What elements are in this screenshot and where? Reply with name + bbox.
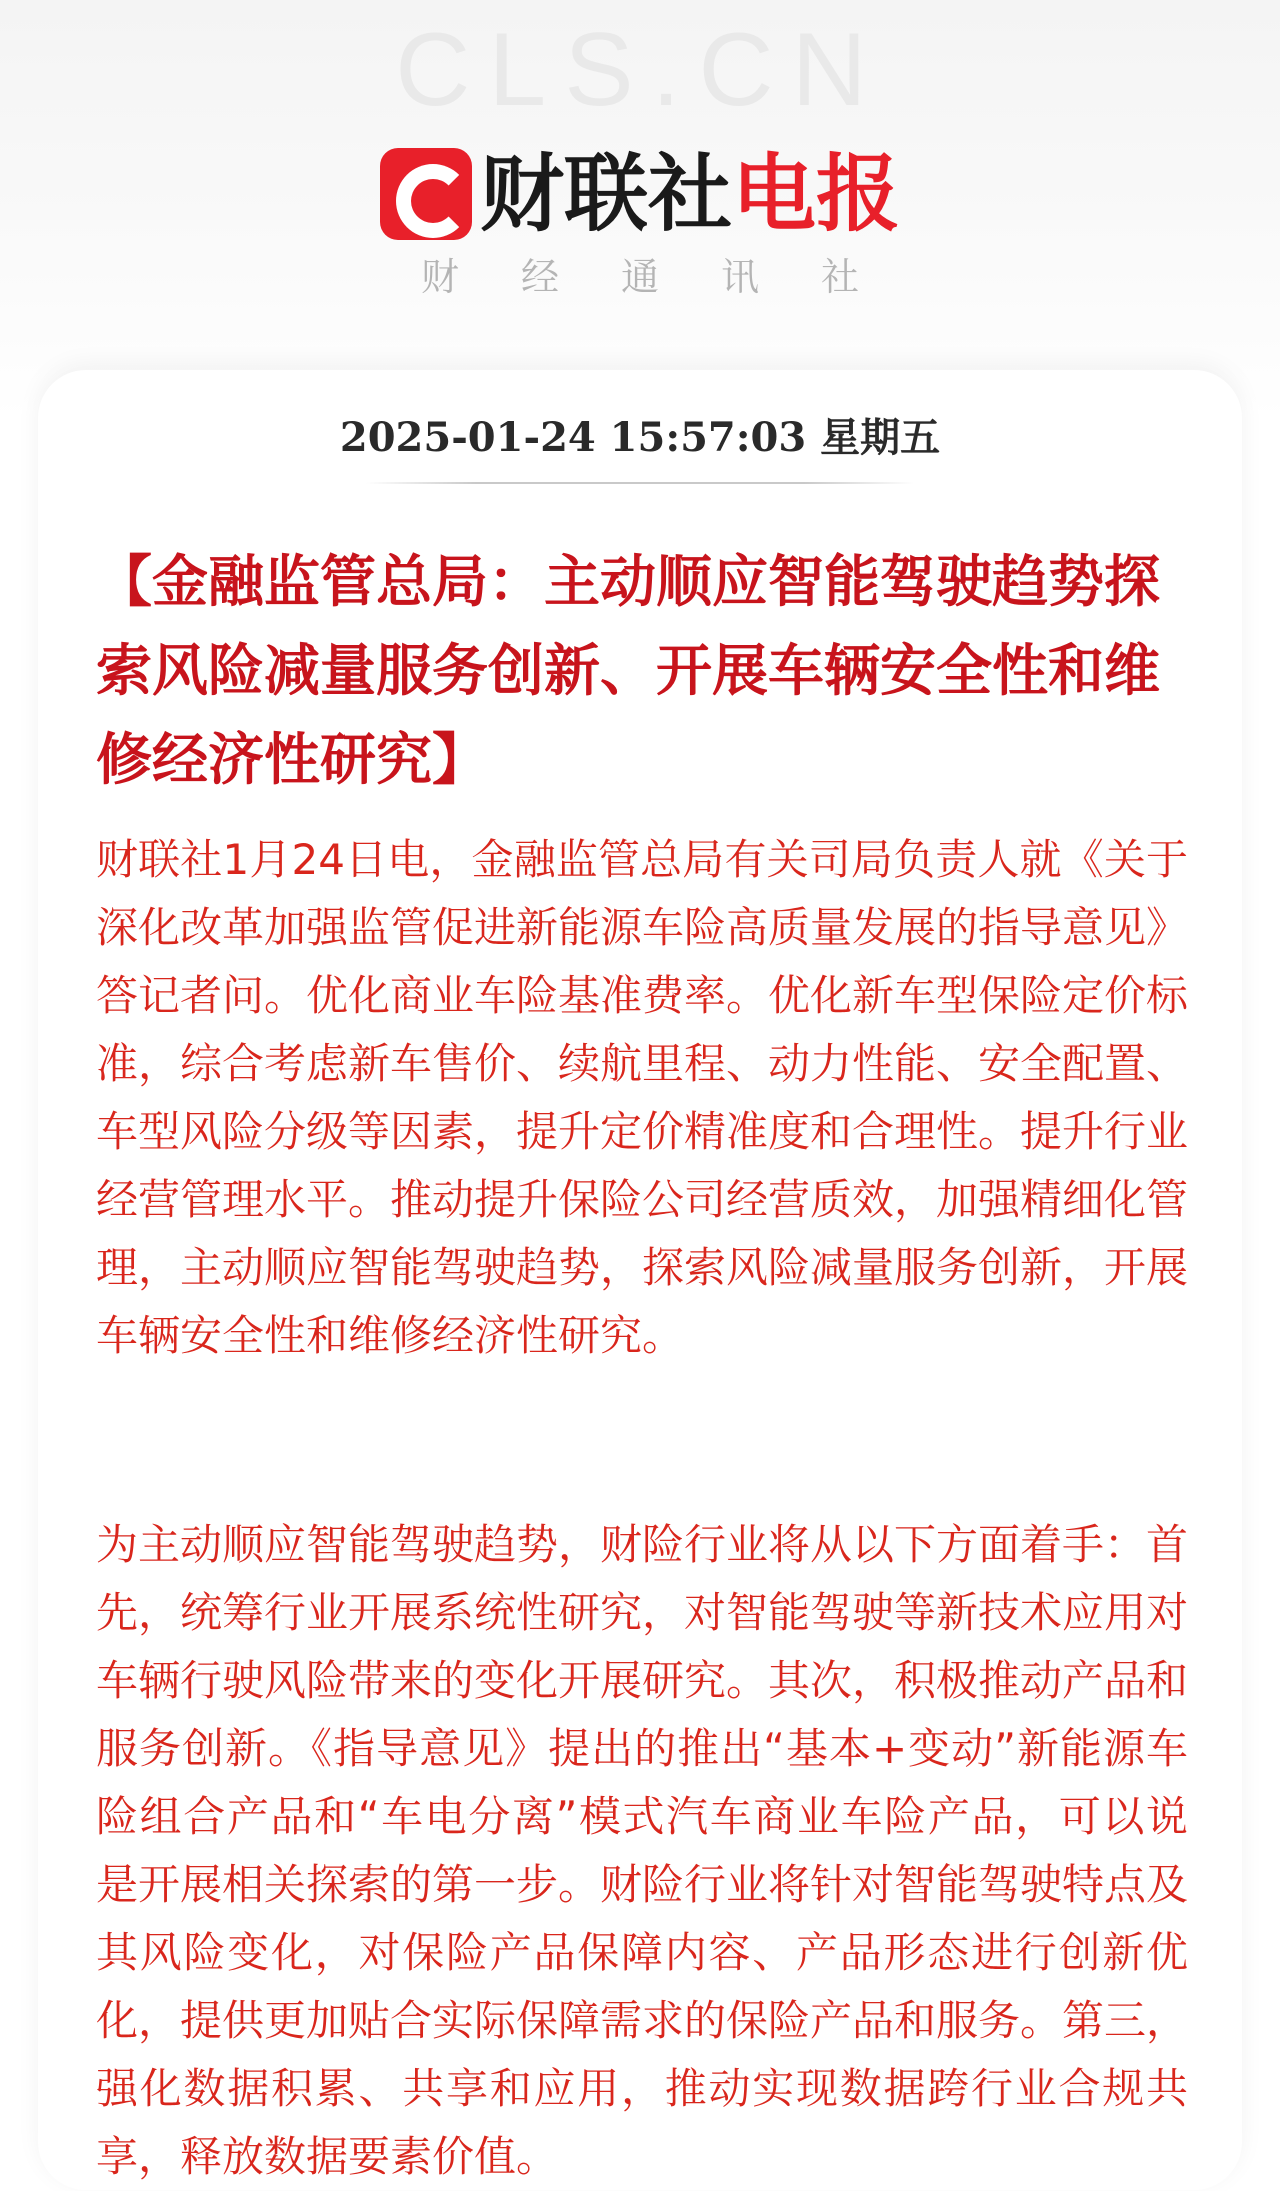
logo-name-red: 电报	[732, 145, 901, 243]
article-paragraph: 为主动顺应智能驾驶趋势，财险行业将从以下方面着手：首先，统筹行业开展系统性研究，对智能驾驶等新技术应用对车辆行驶风险带来的变化开展研究。其次，积极推动产品和服务创新。《指导意见》提出的推出“基本+变动”新能源车险组合产品和“车电分离”模式汽车商业车险产品，可以说是开展相关探索的第一步。财险行业将针对智能驾驶特点及其风险变化，对保险产品保障内容、产品形态进行创新优化，提供更加贴合实际保障需求的保险产品和服务。第三，强化数据积累、共享和应用，推动实现数据跨行业合规共享，释放数据要素价值。	[96, 1520, 1189, 2181]
cls-logo-icon	[380, 148, 472, 240]
logo-name-black: 财联社	[479, 145, 732, 243]
brand-logo	[0, 138, 1280, 250]
watermark: CLS.CN	[395, 12, 885, 128]
date-divider	[366, 482, 914, 484]
article-headline: 【金融监管总局：主动顺应智能驾驶趋势探索风险减量服务创新、开展车辆安全性和维修经济性研究】	[96, 549, 1160, 793]
publish-datetime: 2025-01-24 15:57:03 星期五	[339, 414, 941, 461]
article-paragraph: 财联社1月24日电，金融监管总局有关司局负责人就《关于深化改革加强监管促进新能源车险高质量发展的指导意见》答记者问。优化商业车险基准费率。优化新车型保险定价标准，综合考虑新车售价、续航里程、动力性能、安全配置、车型风险分级等因素，提升定价精准度和合理性。提升行业经营管理水平。推动提升保险公司经营质效，加强精细化管理，主动顺应智能驾驶趋势，探索风险减量服务创新，开展车辆安全性和维修经济性研究。	[96, 835, 1189, 1360]
tagline: 财经通讯社	[420, 255, 921, 299]
